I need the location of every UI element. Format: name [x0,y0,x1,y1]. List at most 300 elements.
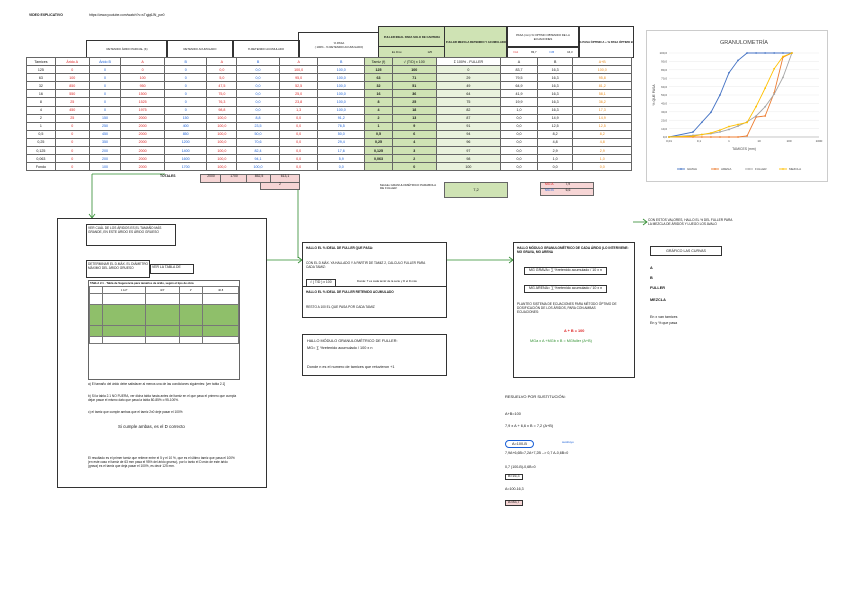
table-cell: 16,3 [537,98,573,106]
table-cell: 0,0 [237,90,280,98]
legend-a: A [650,266,653,270]
col-header: B [537,58,573,66]
table-cell: 100,0 [207,114,237,122]
table-cell: 200 [89,155,121,163]
table-cell: 0,0 [501,155,538,163]
curvas-text: CON ESTOS VALORES, HALLO EL % DEL FULLER PARA LA MEZCLA DE ÁRIDOS Y LUEGO LOS AVALO [648,218,733,226]
group-header-fuller-mezcla: FULLER MEZCLA RETENIDO Y ACUMULADO [444,26,508,58]
col-header: √ (T/D) x 100 [392,58,436,66]
y-tick-label: 0,0 [662,135,667,140]
table-cell: 23,5 [237,122,280,130]
table-cell: 0 [164,82,207,90]
fuller-formula: √ ( T/D ) x 100 [306,279,336,287]
solve-oval: A=100-B [505,440,534,448]
fuller-mg-formula: MG= ∑ %retenido acumulado / 100 x n [307,346,373,350]
table-cell: 100,0 [207,163,237,171]
y-tick-label: 80,0 [661,68,667,72]
modulo-label: Módulo GRANULOMÉTRICO PARABOLA DE FULLER: [380,183,436,191]
sistema-text: PLANTEO SISTEMA DE ECUACIONES PARA MÉTODO ÓPTIMO DE DOSIFICACIÓN DE LOS ÁRIDOS, PARA CON AMBAS ECUACIONES: [517,302,617,314]
table-cell: 0 [55,122,89,130]
fuller-dmx: EL Dmx 125 [378,46,446,58]
table-cell: 1400 [164,147,207,155]
legend-fuller: FULLER [650,286,665,290]
sum-a: 852,5 [246,174,272,183]
table-cell: 19,9 [501,98,538,106]
table-cell: 2000 [121,130,165,138]
table-cell: 17,6 [318,147,365,155]
table-cell: 76,5 [318,122,365,130]
table-cell: 1700 [164,163,207,171]
table-cell: 100,0 [318,106,365,114]
table-cell: 550 [55,90,89,98]
table-cell: 1525 [121,98,165,106]
x-tick-label: 1000 [815,139,823,143]
table-cell: 81,2 [573,82,632,90]
fuller-retenido-box [302,286,447,318]
totals-label: TOTALES [160,174,176,178]
cell: 1" [179,287,203,294]
fuller-pasa-text: CON EL D.MÁX. YA HALLADO Y A PARTIR DE TAMIZ 2, CALCULO FULLER PARA CADA TAMIZ: [306,261,426,269]
col-header: B [318,58,365,66]
solve-line-1: A+B=100 [505,412,521,416]
table-cell: 450 [89,130,121,138]
equation-2: MGa x A +MGb x B = MGfuller (A+B) [530,339,592,343]
cell: 40.8 [203,287,239,294]
graficar-curvas-button[interactable]: GRÁFICO LAS CURVAS [650,246,722,256]
table-cell: 95,0 [279,74,318,82]
group-header-retenido-parcial: RETENIDO ÁRIDO PARCIAL (K) [86,40,168,58]
table-cell: 95,8 [573,74,632,82]
table-cell: 82,4 [237,147,280,155]
table-cell: 8,2 [537,130,573,138]
mg-grava-formula: MG GRAVA= ∑ %retenido acumulado / 10 x n [524,267,607,275]
table-cell: 71 [392,74,436,82]
x-axis-label: TAMICES (mm) [732,147,756,151]
table-cell: 100,0 [318,74,365,82]
table-cell: Fondo [27,163,56,171]
table-cell: 94,1 [237,155,280,163]
table-cell: 150 [164,114,207,122]
table-cell: 0 [55,66,89,74]
table-cell: 0,0 [501,122,538,130]
legend-label: FULLER [755,167,767,172]
table-cell: 25 [55,98,89,106]
axis-note-x: En x van tamices [650,315,678,319]
y-tick-label: 40,0 [661,101,667,106]
table-cell: 1,0 [573,155,632,163]
table-cell: 0,0 [537,163,573,171]
table-cell: 64,9 [501,82,538,90]
sum-b: 613,1 [270,174,300,183]
table-cell: 0 [55,138,89,146]
table-cell: 2000 [121,138,165,146]
table-cell: 1,0 [537,155,573,163]
col-header: B [237,58,280,66]
table-cell: 0 [89,66,121,74]
table-cell: 100 [121,74,165,82]
col-header: A [279,58,318,66]
arido-mg-box [513,242,635,378]
y-tick-label: 30,0 [661,110,667,114]
optimo-values: N.A 83,7 N.B 16,3 [506,46,580,58]
group-header-pasa: % PASA ( 100% - % RETENIDO ACUMULADO) [298,32,380,58]
col-header: A+B [573,58,632,66]
group-header-retenido-acumulado: RETENIDO ACUMULADO [166,40,234,58]
col-header: Σ 100% - FULLER [436,58,501,66]
table-cell: 47,5 [207,82,237,90]
table-cell: 50,0 [318,130,365,138]
legend-label: GRAVA [687,167,698,172]
table-cell: 50,0 [237,130,280,138]
table-cell: 150 [89,114,121,122]
condition-b: b) Si la tabla 2.1 NO FUERA, ver dicha tabla hasta antes del tamiz en el que pasa el primero que cumpla dejar pasar el mismo dato que pasa la tabla 80-85% o 95-100%. [88,394,237,402]
table-cell: 4 [365,106,393,114]
y-tick-label: 90,0 [661,59,667,64]
table-cell: 0 [164,66,207,74]
table-cell: 98,8 [207,106,237,114]
table-cell: 18 [392,106,436,114]
table-cell: 2000 [121,122,165,130]
mg-arena-formula: MG ARENA= ∑ %retenido acumulado / 10 x n [524,285,607,293]
modulo-value: 7,2 [444,182,508,198]
table-cell: 16,3 [537,66,573,74]
table-cell: 0 [89,74,121,82]
table-cell: 3 [392,147,436,155]
table-cell: 100 [436,163,501,171]
table-cell: 0,0 [279,130,318,138]
table-cell: 8,2 [573,130,632,138]
table-cell: 13 [392,114,436,122]
table-cell: 75,0 [207,90,237,98]
table-cell: 12,5 [573,122,632,130]
table-cell: 17,3 [573,106,632,114]
fuller-pasa-title: HALLO EL % IDEAL DE FULLER QUE PASA: [306,246,374,250]
video-label: VIDEO EXPLICATIVO [29,13,63,17]
condition-c: c) el tamiz que cumple ambas que el tamiz 2x0 deje pasar el 100% [88,410,183,414]
mg-b-value: 6,6 [565,188,571,192]
table-cell: 8 [27,98,56,106]
table-cell: 96 [436,138,501,146]
table-cell: 100,0 [207,155,237,163]
table-cell: 25,0 [279,90,318,98]
table-cell: 1600 [164,155,207,163]
table-cell: 0,0 [279,114,318,122]
table-cell: 0,25 [27,138,56,146]
table-cell: 0,0 [279,147,318,155]
table-cell: 16,3 [537,90,573,98]
table-cell: 0,0 [279,138,318,146]
table-cell: 0,0 [237,82,280,90]
table-cell: 29 [436,74,501,82]
table-cell: 36 [392,90,436,98]
solve-line-2: 7,9 x A + 6,6 x B = 7,2 (A+B) [505,424,554,428]
table-cell: 76,3 [207,98,237,106]
arido-mg-title: HALLO MÓDULO GRANULOMÉTRICO DE CADA ÁRIDO (LO INTERVIENE: MG GRAVA, MG ARENA [517,246,629,254]
y-tick-label: 70,0 [661,76,667,81]
x-tick-label: 1 [728,139,730,143]
table-cell: 5,0 [207,74,237,82]
cell: 3/4" [146,287,179,294]
table-cell: 70,6 [237,138,280,146]
condition-a: a) El tamaño del árido debe satisfacer al menos una de las condiciones siguientes: [ver tabla 2.1] [88,382,226,386]
table-cell: 100,0 [207,122,237,130]
table-cell: 4,8 [573,138,632,146]
group-header-fuller: FULLER IDEAL PARA SOLO DE CANTERA [378,26,446,48]
table-cell: 25 [392,98,436,106]
table-cell: 100,0 [237,163,280,171]
box-arido-grueso: VER CUÁL DE LOS ÁRIDOS ES EL TAMAÑO MÁS GRANDE, EN ESTE ÁRIDO ES ÁRIDO GRUESO [86,224,176,246]
table-cell: 0 [164,98,207,106]
table-cell: 97 [436,147,501,155]
table-cell: 0,0 [501,130,538,138]
table-cell: 23,8 [279,98,318,106]
table-cell: 16,3 [537,106,573,114]
table-cell: 100,0 [318,90,365,98]
table-cell: 82 [436,106,501,114]
solve-line-3: 7,9A+6,6B=7,2A+7,2B --> 0,7 A-0,6B=0 [505,451,569,455]
y-tick-label: 50,0 [661,93,667,98]
table-cell: 14,9 [573,114,632,122]
table-cell: 1,0 [501,106,538,114]
table-cell: 0 [55,163,89,171]
table-cell: 2 [27,114,56,122]
table-cell: 91 [436,122,501,130]
table-cell: 0 [55,155,89,163]
table-cell: 450 [55,106,89,114]
suggestion-table [88,280,240,380]
table-cell: 0,0 [237,98,280,106]
table-cell: 16,3 [537,74,573,82]
mg-b-label: MG B [545,188,554,192]
table-cell: 0,0 [501,147,538,155]
table-cell: 400 [164,122,207,130]
table-cell: 0,0 [279,122,318,130]
legend-mezcla: MEZCLA [650,298,666,302]
table-cell: 4 [27,106,56,114]
table-cell: 100,0 [279,66,318,74]
cell: 1 1/2" [103,287,146,294]
table-cell: 0 [436,66,501,74]
solve-b: B=16,3 [505,474,523,480]
table-cell: 350 [89,138,121,146]
x-tick-label: 100 [786,139,792,143]
table-cell: 850 [55,82,89,90]
fuller-formula-note: Donde: T es cada tamiz de la serie y D el D.máx [357,279,417,283]
table-cell: 0,125 [365,147,393,155]
table-cell: 0,0 [237,74,280,82]
table-cell: 0 [121,66,165,74]
table-cell: 0,0 [237,106,280,114]
table-cell: 94 [436,130,501,138]
col-header: Tamiz (f) [365,58,393,66]
table-cell: 5,9 [318,155,365,163]
table-cell: 100 [89,163,121,171]
col-header: A [501,58,538,66]
sum-count: 2 [260,182,300,190]
table-cell: 63 [27,74,56,82]
legend-label: ARENA [721,167,732,172]
table-cell: 79,5 [501,74,538,82]
table-cell: 100,0 [318,66,365,74]
table-cell: 63 [365,74,393,82]
table-cell: 125 [365,66,393,74]
table-cell: 41,9 [501,90,538,98]
fuller-mg-title: HALLO MÓDULO GRANULOMÉTRICO DE FULLER: [307,339,398,343]
table-cell: 16 [27,90,56,98]
legend-b: B [650,276,653,280]
table-cell: 1 [27,122,56,130]
fuller-retenido-title: HALLO EL % IDEAL DE FULLER RETENIDO ACUMULADO [306,290,394,294]
y-tick-label: 20,0 [661,118,667,123]
chart-title: GRANULOMETRÍA [720,40,768,46]
table-cell: 100,0 [318,98,365,106]
table-cell: 0 [89,98,121,106]
table-cell: 32 [365,82,393,90]
table-cell: 2000 [121,163,165,171]
table-cell: 2 [392,155,436,163]
table-cell: 0,063 [27,155,56,163]
table-cell: 100,0 [318,82,365,90]
fuller-retenido-text: RESTO A 100 EL QUE PASA POR CADA TAMIZ [306,305,375,309]
table-cell: 1975 [121,106,165,114]
legend-label: MEZCLA [789,167,802,172]
suggestion-grid [89,286,239,344]
table-cell: 1 [365,122,393,130]
mg-a-label: MG A [545,182,554,186]
table-cell: 0,0 [501,163,538,171]
table-cell: 100,0 [207,138,237,146]
table-cell: 0 [392,163,436,171]
table-cell: 0,063 [365,155,393,163]
video-link[interactable]: https://www.youtube.com/watch?v=sTqjq6JN_pw0 [89,13,165,17]
table-cell: 0 [164,74,207,82]
table-cell: 0 [89,106,121,114]
table-cell: 0,5 [27,130,56,138]
col-header: A [207,58,237,66]
x-tick-label: 0,01 [666,139,672,143]
equation-1: A + B = 100 [564,329,585,333]
table-cell: 0,0 [573,163,632,171]
table-cell: 950 [121,82,165,90]
fuller-mg-box [302,334,447,376]
table-cell: 49 [436,82,501,90]
table-cell: 2000 [121,155,165,163]
table-cell: 36,2 [573,98,632,106]
table-cell: 87 [436,114,501,122]
y-tick-label: 60,0 [661,84,667,89]
table-cell: 200 [89,147,121,155]
col-header: A [121,58,165,66]
table-cell: 0 [164,106,207,114]
table-cell: 100 [392,66,436,74]
table-cell: 0,0 [279,155,318,163]
table-cell: 52,5 [279,82,318,90]
table-cell: 32 [27,82,56,90]
table-cell: 0 [89,90,121,98]
total-a: 2000 [200,174,222,183]
table-cell: 16 [365,90,393,98]
table-cell: 2,9 [537,147,573,155]
table-cell: 0 [164,90,207,98]
table-cell: 4 [392,138,436,146]
table-cell: 0,25 [365,138,393,146]
axis-note-y: En y % que pasa [650,321,678,325]
group-header-mezcla-optima: % PASA ÓPTIMO A + % PASA ÓPTIMO B [578,26,634,58]
solve-line-4: 0,7 (100-B)-0,6B=0 [505,465,536,469]
table-cell: 29,4 [318,138,365,146]
table-cell: 0,0 [501,138,538,146]
suggestion-table-title: TABLA 2.1 - Tabla de Sugerencia para tamaños de árido, según el tipo de obra [90,281,194,285]
table-cell: 2 [365,114,393,122]
y-axis-label: % QUE PASA [652,84,656,106]
table-cell: 100,0 [573,66,632,74]
col-header: B [164,58,207,66]
table-cell: 0 [55,147,89,155]
table-cell: 58,1 [573,90,632,98]
table-cell: 2000 [121,114,165,122]
x-tick-label: 0,1 [696,139,702,143]
table-cell: 125 [27,66,56,74]
table-cell: 83,7 [501,66,538,74]
col-header: Árido B [89,58,121,66]
y-tick-label: 10,0 [661,126,667,131]
table-cell: 16,3 [537,82,573,90]
table-cell: 0,5 [365,130,393,138]
fuller-mg-note: Donde n es el numero de tamices que retuvieron +1 [307,365,395,369]
table-cell: 0,0 [501,114,538,122]
table-cell: 100,0 [207,130,237,138]
table-cell: 51 [392,82,436,90]
x-tick-label: 10 [757,139,761,143]
table-cell: 2000 [121,147,165,155]
mg-a-value: 7,9 [565,182,571,186]
table-cell: 8,8 [237,114,280,122]
group-header-pasa-optimo: PASA (mm) % OPTIMO OBTENIDO DE LA ECUACIONES [506,26,580,48]
table-cell: 0 [89,82,121,90]
col-header: Tamices [27,58,56,66]
table-cell: 100,0 [207,147,237,155]
table-cell: 8 [365,98,393,106]
box-ver-tabla: VER LA TABLA DE [150,264,194,274]
table-cell: 91,2 [318,114,365,122]
table-cell: 1,3 [279,106,318,114]
table-cell: 0,125 [27,147,56,155]
table-cell: 850 [164,130,207,138]
solve-a: A=83,7 [505,500,523,506]
table-cell: 1200 [164,138,207,146]
table-cell: 1500 [121,90,165,98]
total-b: 1700 [220,174,248,183]
dmax-note: El resultado es el primer tamiz que retiene entre el 5 y el 10 %, que es el último tamiz que pasa el 100% (en este caso el tamiz de 63 mm pasa el 95% del árido grueso), por lo tanto el D.máx de este árido (grava) es el tamiz que deja pasar el 100%, es decir 125 mm. [88,456,235,468]
table-cell: 64 [436,90,501,98]
table-cell: 6 [392,130,436,138]
table-cell: 12,5 [537,122,573,130]
table-cell: 250 [89,122,121,130]
table-cell: 0,0 [237,66,280,74]
table-cell: 0,0 [318,163,365,171]
table-cell: 0,0 [207,66,237,74]
table-cell: 0 [55,130,89,138]
table-cell: 98 [436,155,501,163]
y-tick-label: 100,0 [659,51,667,56]
table-cell: 25 [55,114,89,122]
solve-note: sustituyo [562,440,574,444]
box-dmax: DETERMINAR EL D.MÁX. EL DIÁMETRO MÁXIMO DEL ÁRIDO GRUESO [86,260,150,278]
table-cell: 14,9 [537,114,573,122]
table-cell: 9 [392,122,436,130]
table-cell: 4,8 [537,138,573,146]
table-cell: 0,0 [279,163,318,171]
